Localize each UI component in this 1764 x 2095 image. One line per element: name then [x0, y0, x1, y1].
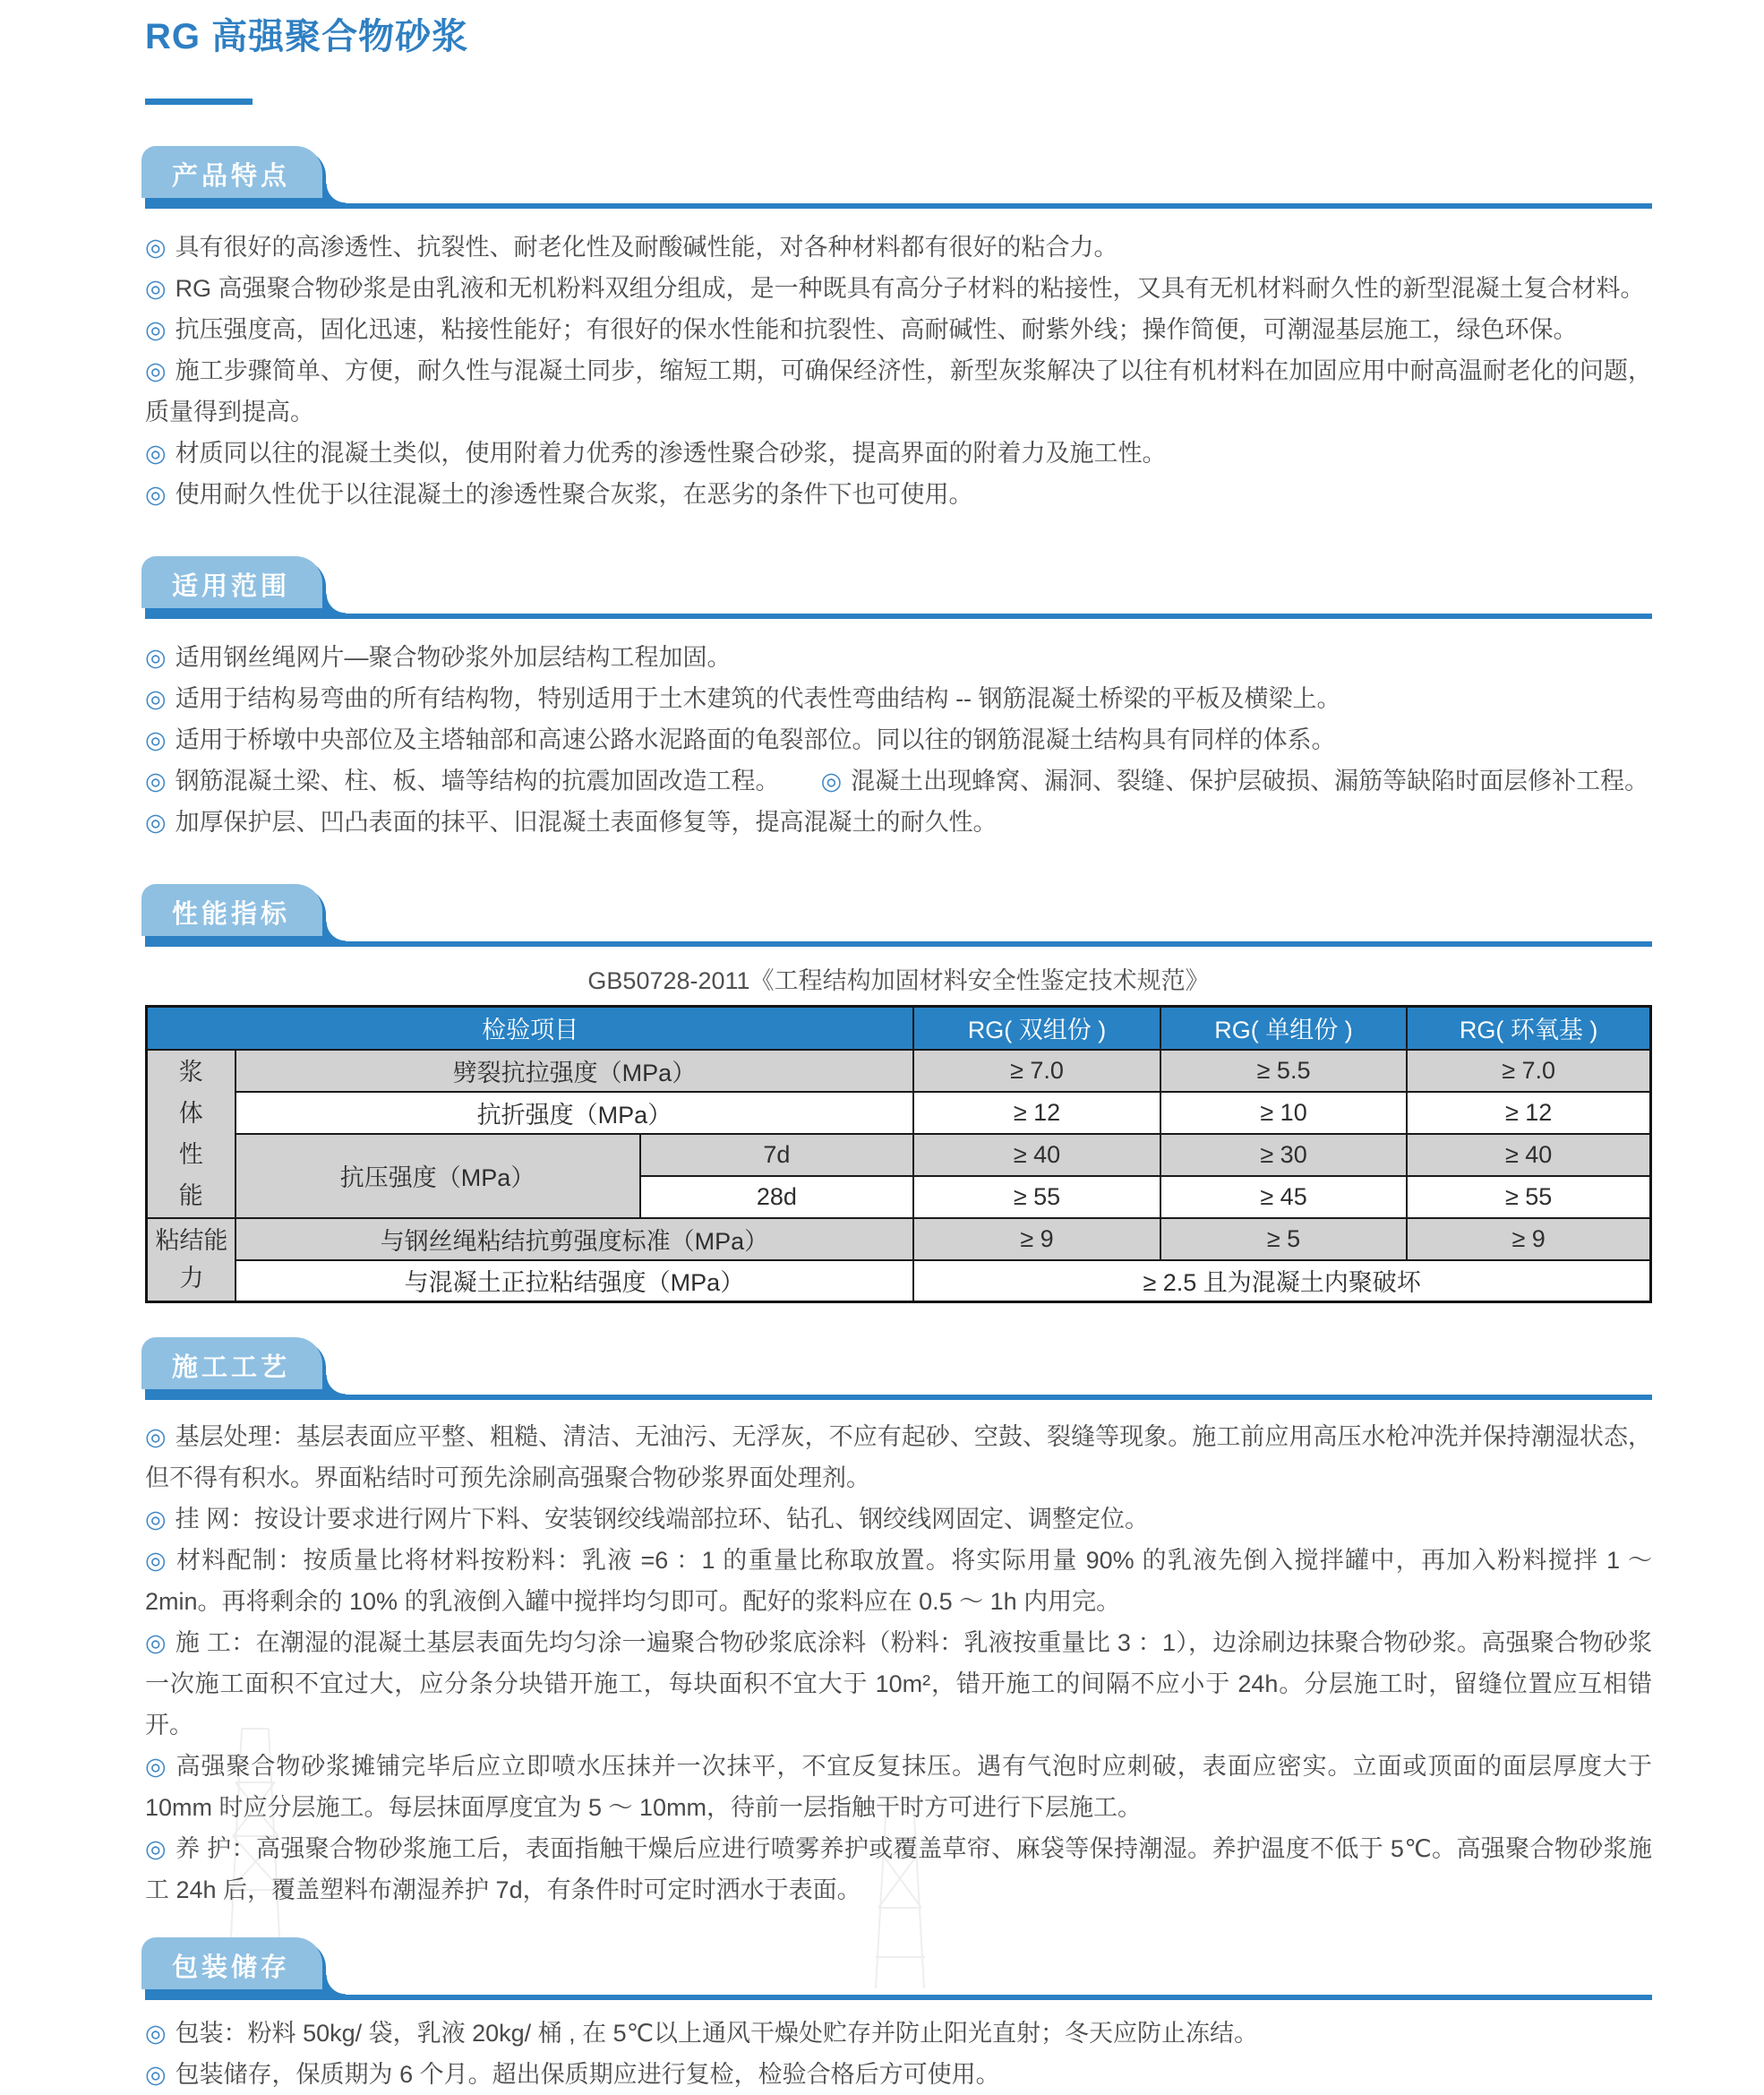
item-text: 抗压强度高，固化迅速，粘接性能好；有很好的保水性能和抗裂性、高耐碱性、耐紫外线；操作简便，可潮湿基层施工，绿色环保。 [175, 316, 1578, 343]
section-header-scope [145, 560, 1652, 619]
item-text: RG 高强聚合物砂浆是由乳液和无机粉料双组分组成，是一种既具有高分子材料的粘接性，又具有无机材料耐久性的新型混凝土复合材料。 [175, 275, 1645, 302]
section-header-performance [145, 888, 1652, 947]
bullet-icon: ◎ [145, 1423, 167, 1450]
item-text: 使用耐久性优于以往混凝土的渗透性聚合灰浆，在恶劣的条件下也可使用。 [175, 481, 973, 508]
col-header-item: 检验项目 [147, 1007, 914, 1050]
cell-value: ≥ 7.0 [1407, 1050, 1650, 1092]
item-text: 包装储存，保质期为 6 个月。超出保质期应进行复检，检验合格后方可使用。 [175, 2061, 1000, 2088]
cell-value: ≥ 10 [1160, 1092, 1408, 1134]
cell-value: ≥ 5.5 [1160, 1050, 1408, 1092]
section-badge-scope [145, 560, 326, 614]
item-text: 加厚保护层、凹凸表面的抹平、旧混凝土表面修复等，提高混凝土的耐久性。 [175, 809, 998, 836]
item-text: 钢筋混凝土梁、柱、板、墙等结构的抗震加固改造工程。 [175, 768, 780, 794]
list-item [145, 1416, 1652, 1498]
item-text: 适用钢丝绳网片—聚合物砂浆外加层结构工程加固。 [175, 644, 732, 671]
bullet-icon: ◎ [145, 234, 167, 261]
cell-value: ≥ 12 [1407, 1092, 1650, 1134]
cell-value: ≥ 9 [1407, 1218, 1650, 1260]
cell-value: ≥ 30 [1160, 1134, 1408, 1176]
list-item [145, 433, 1652, 474]
item-text: 施 工：在潮湿的混凝土基层表面先均匀涂一遍聚合物砂浆底涂料（粉料：乳液按重量比 3 ：1），边涂刷边抹聚合物砂浆。高强聚合物砂浆一次施工面积不宜过大，应分条分块错开施工，每块面积不宜大于 10m²，错开施工的间隔不应小于 24h。分层施工时，留缝位置应互相错开。 [145, 1629, 1652, 1739]
performance-table [145, 1005, 1652, 1303]
list-item [145, 350, 1652, 433]
bullet-icon: ◎ [145, 357, 167, 384]
bullet-icon: ◎ [145, 2020, 167, 2047]
cell-value: ≥ 5 [1160, 1218, 1408, 1260]
cell-value: ≥ 9 [913, 1218, 1160, 1260]
item-text: 高强聚合物砂浆摊铺完毕后应立即喷水压抹并一次抹平，不宜反复抹压。遇有气泡时应刺破，表面应密实。立面或顶面的面层厚度大于 10mm 时应分层施工。每层抹面厚度宜为 5 ～ 10mm，待前一层指触干时方可进行下层施工。 [145, 1753, 1653, 1821]
section-header-process [145, 1341, 1652, 1400]
item-text: 施工步骤简单、方便，耐久性与混凝土同步，缩短工期，可确保经济性，新型灰浆解决了以往有机材料在加固应用中耐高温耐老化的问题，质量得到提高。 [145, 357, 1653, 425]
page-title: RG 高强聚合物砂浆 [145, 17, 469, 56]
list-item [145, 2013, 1652, 2054]
list-item [145, 309, 1652, 350]
table-caption: GB50728-2011《工程结构加固材料安全性鉴定技术规范》 [587, 967, 1210, 994]
item-text: 养 护：高强聚合物砂浆施工后，表面指触干燥后应进行喷雾养护或覆盖草帘、麻袋等保持潮湿。养护温度不低于 5℃。高强聚合物砂浆施工 24h 后，覆盖塑料布潮湿养护 7d，有条件时可定时洒水于表面。 [145, 1835, 1652, 1903]
bullet-icon: ◎ [145, 685, 167, 712]
section-title: 施工工艺 [172, 1353, 291, 1382]
section-title: 产品特点 [172, 162, 291, 191]
bullet-icon: ◎ [145, 481, 167, 508]
list-item [145, 1746, 1652, 1828]
list-item [145, 474, 1652, 515]
list-item [145, 637, 1652, 678]
row-label-compress: 抗压强度（MPa） [235, 1134, 640, 1218]
section-badge-performance [145, 888, 326, 941]
table-row [147, 1134, 1651, 1176]
list-item [145, 1828, 1652, 1910]
bullet-icon: ◎ [145, 275, 167, 302]
row-label: 劈裂抗拉强度（MPa） [235, 1050, 914, 1092]
group-label-paste: 浆体性能 [147, 1050, 235, 1218]
section-badge-packaging [145, 1941, 326, 1995]
cell-value: ≥ 40 [1407, 1134, 1650, 1176]
item-text: 挂 网：按设计要求进行网片下料、安装钢绞线端部拉环、钻孔、钢绞线网固定、调整定位。 [175, 1506, 1150, 1533]
item-text: 基层处理：基层表面应平整、粗糙、清洁、无油污、无浮灰，不应有起砂、空鼓、裂缝等现象。施工前应用高压水枪冲洗并保持潮湿状态，但不得有积水。界面粘结时可预先涂刷高强聚合物砂浆界面处理剂。 [145, 1423, 1653, 1491]
table-row [147, 1260, 1651, 1302]
title-underline-bar [145, 99, 253, 105]
list-item [145, 2054, 1652, 2095]
bullet-icon: ◎ [145, 316, 167, 343]
features-list [145, 227, 1652, 515]
bullet-icon: ◎ [145, 2061, 167, 2088]
bullet-icon: ◎ [145, 768, 167, 794]
item-text: 材质同以往的混凝土类似，使用附着力优秀的渗透性聚合砂浆，提高界面的附着力及施工性。 [175, 440, 1167, 467]
section-title: 性能指标 [172, 900, 291, 929]
col-header-rge: RG( 环氧基 ) [1407, 1007, 1650, 1050]
list-item [145, 1498, 1652, 1540]
section-badge-features [145, 150, 326, 203]
bullet-icon: ◎ [145, 1835, 167, 1862]
list-item [145, 1540, 1652, 1622]
cell-value: ≥ 55 [1407, 1176, 1650, 1218]
row-label: 与混凝土正拉粘结强度（MPa） [235, 1260, 914, 1302]
row-sublabel-7d: 7d [640, 1134, 914, 1176]
col-header-rg1: RG( 单组份 ) [1160, 1007, 1408, 1050]
table-header-row [147, 1007, 1651, 1050]
section-header-features [145, 150, 1652, 209]
item-text: 适用于结构易弯曲的所有结构物，特别适用于土木建筑的代表性弯曲结构 -- 钢筋混凝土桥梁的平板及横梁上。 [175, 685, 1341, 712]
packaging-list [145, 2013, 1652, 2095]
scope-list [145, 637, 1652, 843]
list-item [145, 719, 1652, 760]
bullet-icon: ◎ [145, 1547, 167, 1574]
row-sublabel-28d: 28d [640, 1176, 914, 1218]
table-row [147, 1050, 1651, 1092]
row-label: 抗折强度（MPa） [235, 1092, 914, 1134]
row-label: 与钢丝绳粘结抗剪强度标准（MPa） [235, 1218, 914, 1260]
item-text: 包装：粉料 50kg/ 袋，乳液 20kg/ 桶 , 在 5℃以上通风干燥处贮存并防止阳光直射；冬天应防止冻结。 [175, 2020, 1259, 2047]
table-row [147, 1092, 1651, 1134]
section-badge-process [145, 1341, 326, 1395]
section-title: 包装储存 [172, 1953, 291, 1982]
cell-value: ≥ 12 [913, 1092, 1160, 1134]
list-item [145, 1622, 1652, 1746]
bullet-icon: ◎ [145, 644, 167, 671]
cell-value: ≥ 45 [1160, 1176, 1408, 1218]
section-title: 适用范围 [172, 572, 291, 601]
cell-value: ≥ 55 [913, 1176, 1160, 1218]
list-item [145, 227, 1652, 268]
section-header-packaging [145, 1941, 1652, 2000]
list-item-pair [145, 760, 1652, 802]
list-item [145, 678, 1652, 719]
table-row [147, 1218, 1651, 1260]
bullet-icon: ◎ [145, 440, 167, 467]
bullet-icon: ◎ [820, 768, 843, 794]
process-list [145, 1416, 1652, 1910]
list-item [145, 268, 1652, 309]
item-text: 材料配制：按质量比将材料按粉料：乳液 =6 ：1 的重量比称取放置。将实际用量 90% 的乳液先倒入搅拌罐中，再加入粉料搅拌 1 ～ 2min。再将剩余的 10% 的乳液倒入罐中搅拌均匀即可。配好的浆料应在 0.5 ～ 1h 内用完。 [145, 1547, 1652, 1615]
bullet-icon: ◎ [145, 809, 167, 836]
cell-value-merged: ≥ 2.5 且为混凝土内聚破坏 [913, 1260, 1650, 1302]
col-header-rg2: RG( 双组份 ) [913, 1007, 1160, 1050]
cell-value: ≥ 7.0 [913, 1050, 1160, 1092]
bullet-icon: ◎ [145, 726, 167, 753]
bullet-icon: ◎ [145, 1506, 167, 1533]
item-text: 混凝土出现蜂窝、漏洞、裂缝、保护层破损、漏筋等缺陷时面层修补工程。 [851, 768, 1649, 794]
item-text: 适用于桥墩中央部位及主塔轴部和高速公路水泥路面的龟裂部位。同以往的钢筋混凝土结构具有同样的体系。 [175, 726, 1336, 753]
group-label-bond: 粘结能力 [147, 1218, 235, 1302]
cell-value: ≥ 40 [913, 1134, 1160, 1176]
list-item [145, 802, 1652, 843]
bullet-icon: ◎ [145, 1753, 167, 1780]
bullet-icon: ◎ [145, 1629, 167, 1656]
item-text: 具有很好的高渗透性、抗裂性、耐老化性及耐酸碱性能，对各种材料都有很好的粘合力。 [175, 234, 1118, 261]
